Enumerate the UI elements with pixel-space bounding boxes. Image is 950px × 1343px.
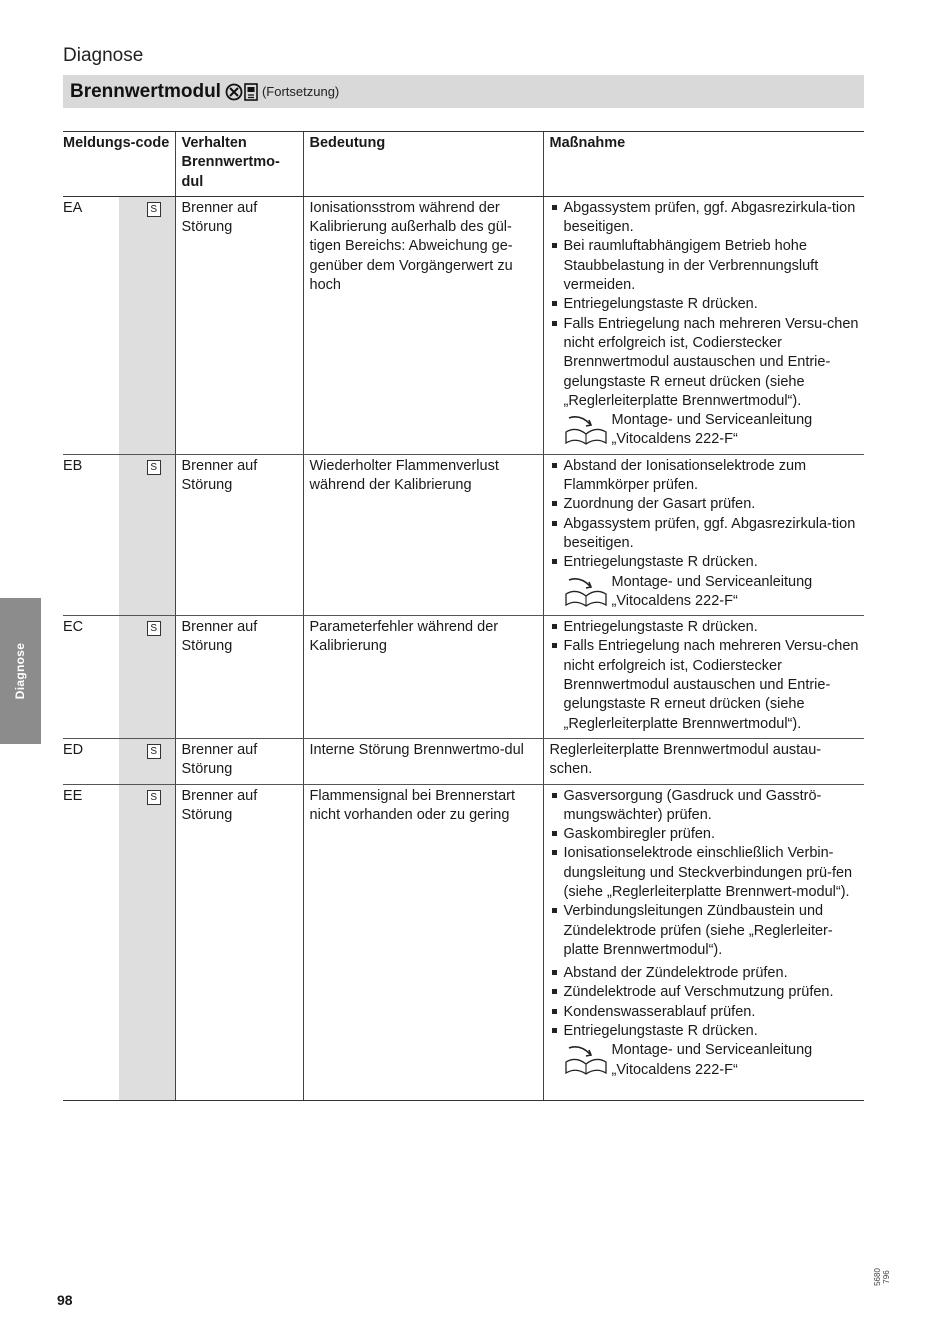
column-header-meaning: Bedeutung [303,132,543,197]
row-code: EE [63,784,119,1100]
row-symbol-cell [119,616,175,739]
page-number: 98 [57,1292,73,1308]
row-behavior: Brenner auf Störung [175,196,303,454]
list-item: Verbindungsleitungen Zündbaustein und Zündelektrode prüfen (siehe „Reglerleiter-platte Brennwertmodul“). [550,902,860,960]
manual-reference-text: Montage- und Serviceanleitung „Vitocaldens 222-F“ [611,412,813,448]
list-item: Abstand der Zündelektrode prüfen. [550,964,860,983]
wrench-circle-icon [225,83,243,101]
list-item: Bei raumluftabhängigem Betrieb hohe Staubbelastung in der Verbrennungsluft vermeiden. [550,237,860,295]
table-row [63,196,864,454]
row-measures [543,616,864,739]
row-behavior: Brenner auf Störung [175,616,303,739]
list-item: Kondenswasserablauf prüfen. [550,1003,860,1022]
diagnosis-table [63,131,864,1101]
heading-subtitle: (Fortsetzung) [261,84,340,99]
list-item: Falls Entriegelung nach mehreren Versu-chen nicht erfolgreich ist, Codierstecker Brennwertmodul austauschen und Entrie-gelungstaste R erneut drücken (siehe „Reglerleiterplatte Brennwertmodul“). [550,315,860,411]
row-measures [543,454,864,615]
list-item: Zündelektrode auf Verschmutzung prüfen. [550,983,860,1002]
side-tab [0,598,41,744]
list-item: Abgassystem prüfen, ggf. Abgasrezirkula-tion beseitigen. [550,515,860,554]
s-box-icon: S [147,790,161,805]
row-symbol-cell [119,454,175,615]
page-heading: Brennwertmodul [70,80,221,102]
manual-reference-icon [564,412,608,446]
manual-reference-text: Montage- und Serviceanleitung „Vitocaldens 222-F“ [611,1042,813,1078]
manual-reference-text: Montage- und Serviceanleitung „Vitocaldens 222-F“ [611,573,813,609]
row-code: EC [63,616,119,739]
row-code: ED [63,738,119,784]
heading-icons [225,83,258,101]
manual-reference [564,573,860,612]
row-code: EB [63,454,119,615]
row-behavior: Brenner auf Störung [175,784,303,1100]
row-symbol-cell [119,196,175,454]
s-box-icon: S [147,460,161,475]
column-header-behavior: Verhalten Brennwertmo-dul [175,132,303,197]
document-number: 5680 796 [873,1268,891,1286]
manual-reference-icon [564,1042,608,1076]
row-meaning: Interne Störung Brennwertmo-dul [303,738,543,784]
list-item: Ionisationselektrode einschließlich Verbin-dungsleitung und Steckverbindungen prü-fen (siehe „Reglerleiterplatte Brennwert-modul“). [550,844,860,902]
column-header-code: Meldungs-code [63,132,175,197]
row-symbol-cell [119,784,175,1100]
list-item: Entriegelungstaste R drücken. [550,618,860,637]
s-box-icon: S [147,202,161,217]
table-row [63,616,864,739]
heading-bar [63,75,864,108]
display-panel-icon [244,83,258,101]
table-row [63,784,864,1100]
list-item: Gaskombiregler prüfen. [550,825,860,844]
row-meaning: Flammensignal bei Brennerstart nicht vorhanden oder zu gering [303,784,543,1100]
manual-reference-icon [564,574,608,608]
row-meaning: Wiederholter Flammenverlust während der Kalibrierung [303,454,543,615]
section-title: Diagnose [63,45,144,66]
table-row [63,454,864,615]
row-behavior: Brenner auf Störung [175,454,303,615]
list-item: Falls Entriegelung nach mehreren Versu-chen nicht erfolgreich ist, Codierstecker Brennwertmodul austauschen und Entrie-gelungstaste R erneut drücken (siehe „Reglerleiterplatte Brennwertmodul“). [550,637,860,733]
side-tab-label: Diagnose [13,642,28,700]
row-meaning: Parameterfehler während der Kalibrierung [303,616,543,739]
s-box-icon: S [147,621,161,636]
column-header-measure: Maßnahme [543,132,864,197]
row-behavior: Brenner auf Störung [175,738,303,784]
row-code: EA [63,196,119,454]
list-item: Gasversorgung (Gasdruck und Gasströ-mungswächter) prüfen. [550,787,860,826]
table-row [63,738,864,784]
row-measures [543,196,864,454]
row-symbol-cell [119,738,175,784]
list-item: Entriegelungstaste R drücken. [550,1022,860,1041]
table-header-row [63,132,864,197]
s-box-icon: S [147,744,161,759]
list-item: Abstand der Ionisationselektrode zum Flammkörper prüfen. [550,457,860,496]
list-item: Zuordnung der Gasart prüfen. [550,495,860,514]
row-meaning: Ionisationsstrom während der Kalibrierung außerhalb des gül-tigen Bereichs: Abweichung ge-genüber dem Vorgängerwert zu hoch [303,196,543,454]
row-measure-text: Reglerleiterplatte Brennwertmodul austau-schen. [543,738,864,784]
manual-reference [564,1041,860,1080]
list-item: Abgassystem prüfen, ggf. Abgasrezirkula-tion beseitigen. [550,199,860,238]
manual-reference [564,411,860,450]
list-item: Entriegelungstaste R drücken. [550,553,860,572]
row-measures [543,784,864,1100]
list-item: Entriegelungstaste R drücken. [550,295,860,314]
